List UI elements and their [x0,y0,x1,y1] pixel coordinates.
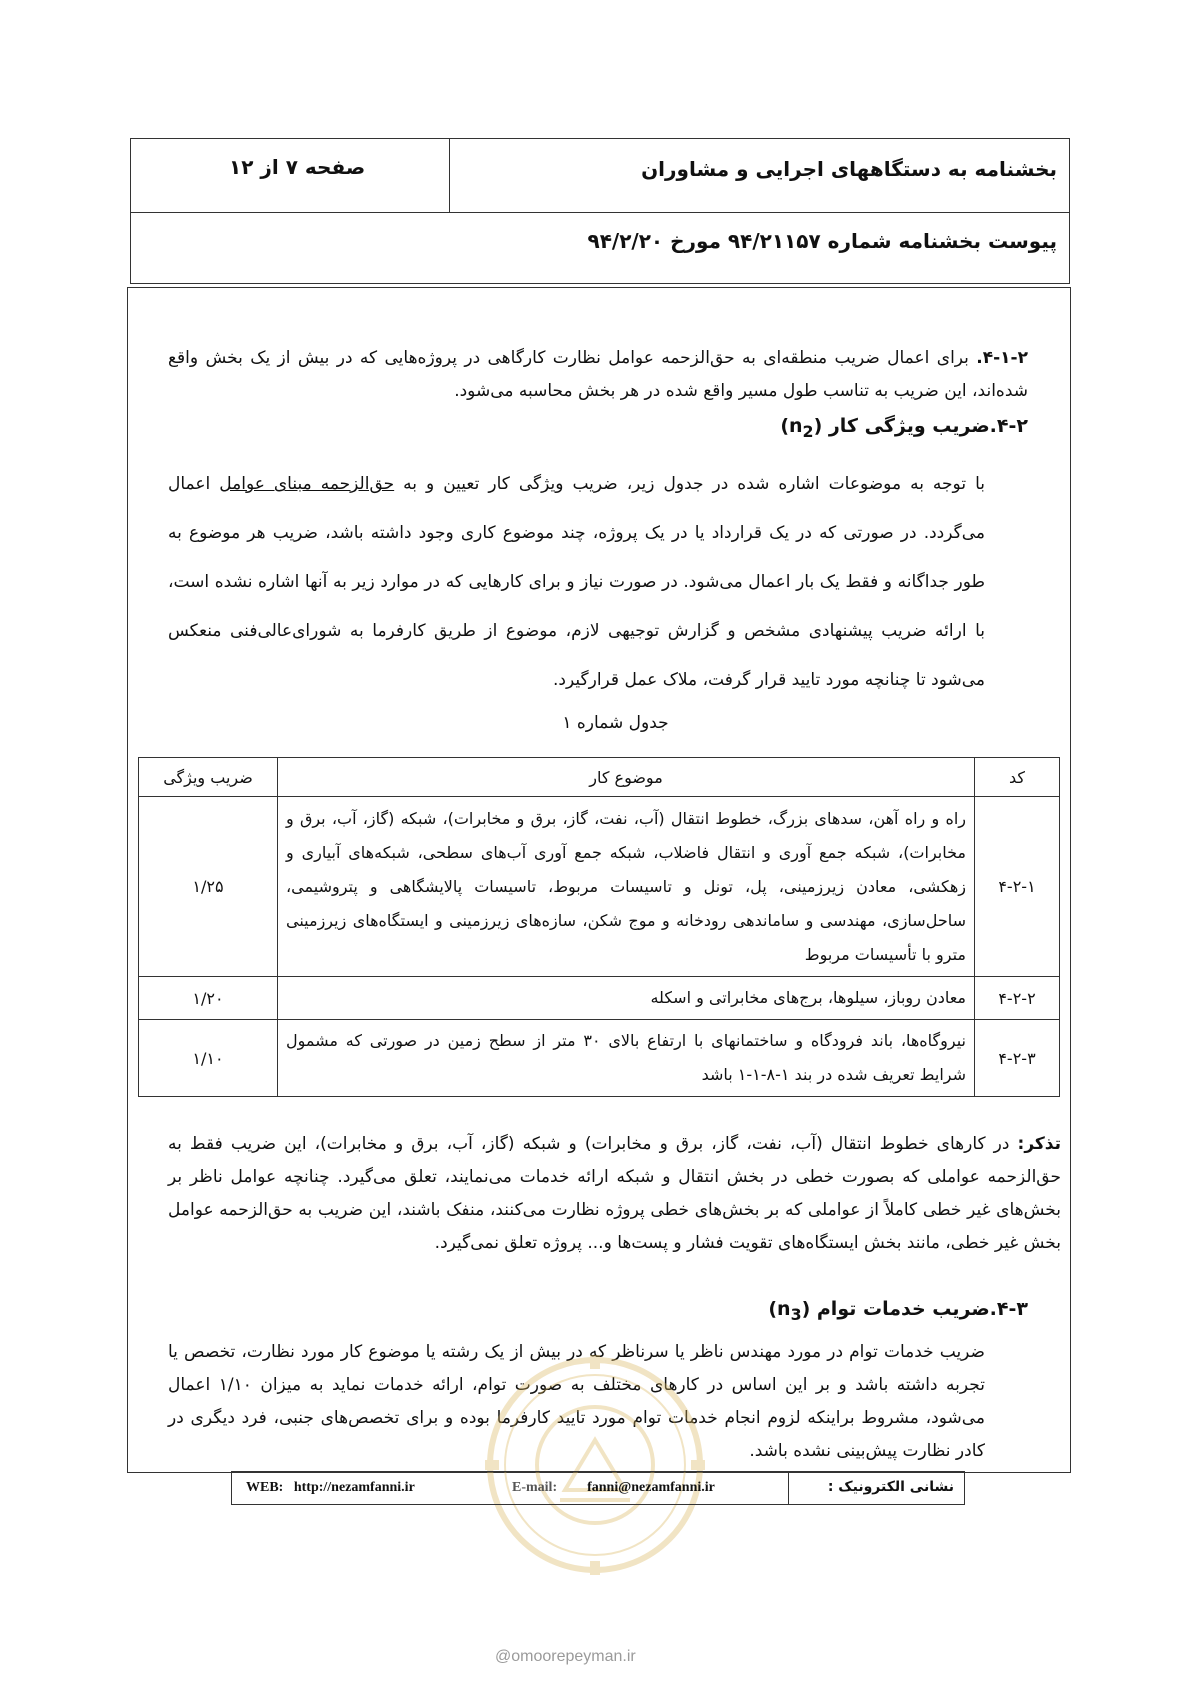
row-subject: راه و راه آهن، سدهای بزرگ، خطوط انتقال (آب، نفت، گاز، برق و مخابرات)، شبکه (گاز، آب، برق و مخابرات)، شبکه جمع آوری و انتقال فاضلاب، شبکه جمع آوری آب‌های سطحی، شبکه‌های آبیاری و زهکشی، معادن زیرزمینی، پل، تونل و تاسیسات مربوط، تاسیسات پالایشگاهی و پتروشیمی، ساحل‌سازی، مهندسی و ساماندهی رودخانه و موج شکن، سازه‌های زیرزمینی و ایستگاه‌های زیرزمینی مترو با تأسیسات مربوط [278,797,975,977]
section-4-2-body [168,460,985,705]
footer-label: نشانی الکترونیک : [827,1479,954,1495]
seal-watermark-icon [480,1350,710,1580]
note-paragraph [168,1128,1061,1260]
heading-text: ۴-۳.ضریب خدمات توام (n [777,1298,1028,1320]
header-coefficient: ضریب ویژگی [139,758,278,797]
heading-close: ) [780,415,790,437]
email-label: E-mail: [512,1480,558,1495]
heading-text: ۴-۲.ضریب ویژگی کار (n [789,415,1028,437]
heading-subscript: 2 [802,421,814,441]
page-number: صفحه ۷ از ۱۲ [229,155,366,179]
attachment-reference: پیوست بخشنامه شماره ۹۴/۲۱۱۵۷ مورخ ۹۴/۲/۲۰ [587,229,1057,253]
section-4-3-heading [768,1298,1028,1324]
note-label: تذکر: [1017,1134,1061,1154]
footer-email [512,1480,715,1496]
section-4-2-heading [780,415,1028,441]
row-code: ۴-۲-۳ [975,1020,1060,1097]
row-code: ۴-۲-۲ [975,977,1060,1020]
table-caption: جدول شماره ۱ [562,713,669,733]
row-subject: معادن روباز، سیلوها، برج‌های مخابراتی و اسکله [278,977,975,1020]
footer-bar [231,1471,965,1505]
body-text-b: اعمال می‌گردد. در صورتی که در یک قرارداد یا در یک پروژه، چند موضوع کاری وجود داشته باشد، ضریب هر موضوع به طور جداگانه و فقط یک بار اعمال می‌شود. در صورت نیاز و برای کارهایی که در موارد زیر به آنها اشاره نشده است، با ارائه ضریب پیشنهادی مشخص و گزارش توجیهی لازم، موضوع از طریق کارفرما به شورای‌عالی‌فنی منعکس می‌شود تا چنانچه مورد تایید قرار گرفت، ملاک عمل قرارگیرد. [168,474,985,690]
section-4-1-2 [168,342,1028,408]
header-box [130,138,1070,284]
heading-subscript: 3 [790,1304,802,1324]
footer-web [246,1480,415,1496]
web-link[interactable]: http://nezamfanni.ir [293,1480,415,1495]
underlined-term: حق‌الزحمه مبنای عوامل [219,474,395,494]
header-code: کد [975,758,1060,797]
row-coefficient: ۱/۱۰ [139,1020,278,1097]
section-text: ضریب خدمات توام در مورد مهندس ناظر یا سرناظر که در بیش از یک رشته یا موضوع کار مورد نظارت، تخصص یا تجربه داشته باشد و بر این اساس در کارهای مختلف به صورت توام، ارائه خدمات نماید به میزان ۱/۱۰ اعمال می‌شود، مشروط براینکه لزوم انجام خدمات توام مورد تایید کارفرما بوده و برای تخصص‌های جنبی، فرد دیگری در کادر نظارت پیش‌بینی نشده باشد. [168,1342,985,1461]
header-subject: موضوع کار [278,758,975,797]
body-text-a: با توجه به موضوعات اشاره شده در جدول زیر، ضریب ویژگی کار تعیین و به [394,474,985,494]
row-coefficient: ۱/۲۵ [139,797,278,977]
heading-close: ) [768,1298,778,1320]
row-code: ۴-۲-۱ [975,797,1060,977]
section-number: ۴-۱-۲. [976,348,1028,368]
note-text: در کارهای خطوط انتقال (آب، نفت، گاز، برق و مخابرات) و شبکه (گاز، آب، برق و مخابرات)، این ضریب فقط به حق‌الزحمه عواملی که بصورت خطی در بخش انتقال و شبکه ارائه خدمات می‌نمایند، تعلق می‌گیرد. چنانچه عوامل ناظر بر بخش‌های غیر خطی کاملاً از عواملی که بر بخش‌های خطی پروژه نظارت می‌کنند، منفک باشند، این ضریب به حق‌الزحمه عوامل بخش غیر خطی، مانند بخش ایستگاه‌های تقویت فشار و پست‌ها و... پروژه تعلق نمی‌گیرد. [168,1134,1061,1253]
document-title: بخشنامه به دستگاههای اجرایی و مشاوران [641,157,1057,181]
web-label: WEB: [246,1480,284,1495]
table-row [139,1020,1060,1097]
header-divider [449,139,450,212]
table-header-row [139,758,1060,797]
email-link[interactable]: fanni@nezamfanni.ir [587,1480,715,1495]
row-coefficient: ۱/۲۰ [139,977,278,1020]
work-type-table [138,757,1060,1097]
footer-divider [788,1472,789,1504]
table-row [139,977,1060,1020]
section-text: برای اعمال ضریب منطقه‌ای به حق‌الزحمه عوامل نظارت کارگاهی در پروژه‌هایی که در بیش از یک بخش واقع شده‌اند، این ضریب به تناسب طول مسیر واقع شده در هر بخش محاسبه می‌شود. [168,348,1028,401]
watermark-text: @omoorepeyman.ir [495,1648,636,1665]
row-subject: نیروگاه‌ها، باند فرودگاه و ساختمانهای با ارتفاع بالای ۳۰ متر از سطح زمین در صورتی که مشمول شرایط تعریف شده در بند ۱-۸-۱-۱ باشد [278,1020,975,1097]
table-row [139,797,1060,977]
